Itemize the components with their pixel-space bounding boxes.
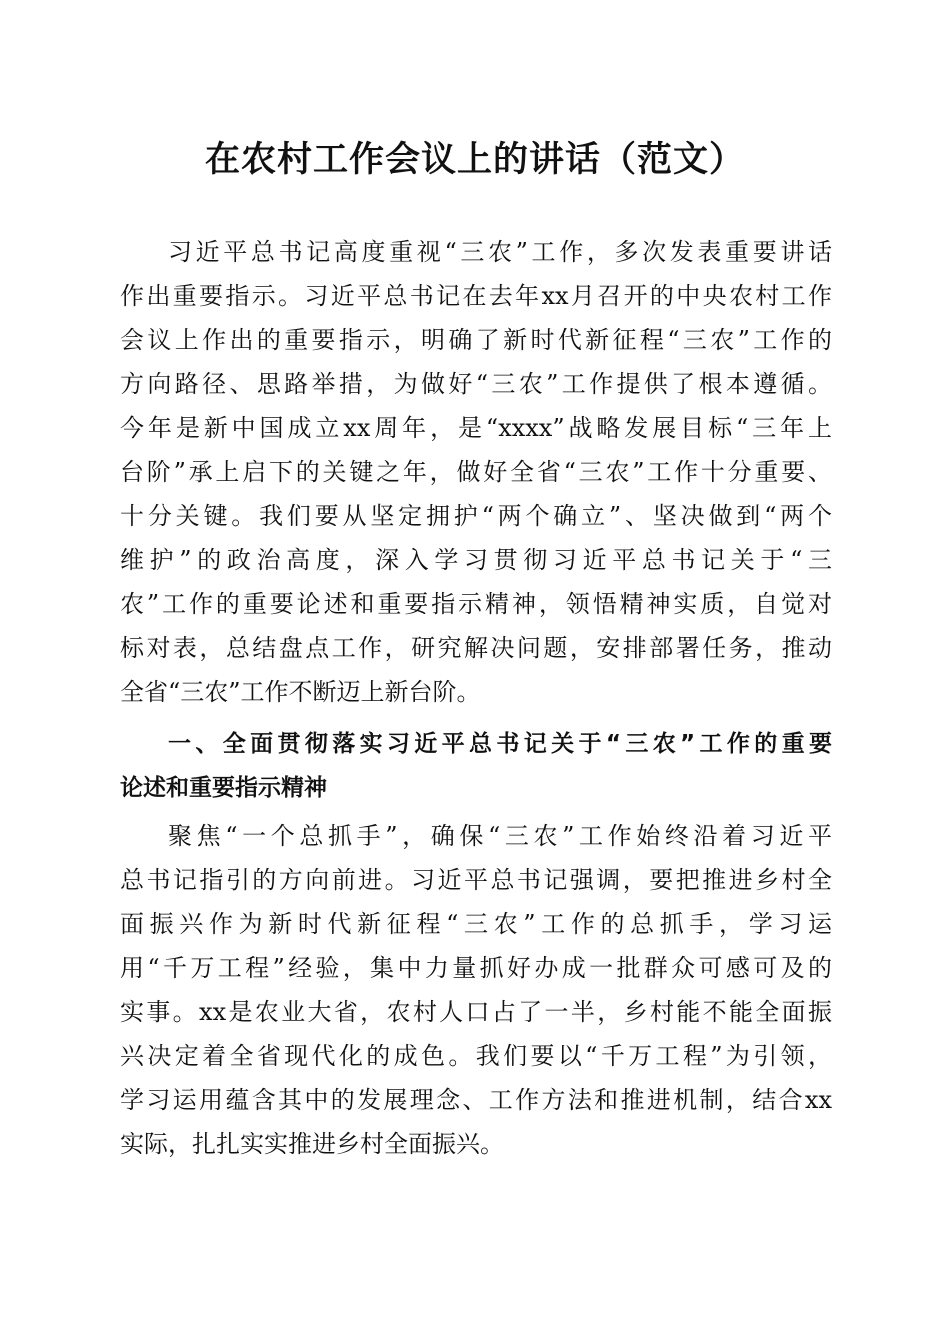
paragraph-1-line-2: 作出重要指示。习近平总书记在去年xx月召开的中央农村工作 — [120, 282, 832, 310]
paragraph-1-line-5: 今年是新中国成立xx周年，是“xxxx”战略发展目标“三年上 — [120, 414, 832, 442]
paragraph-1-line-10: 标对表，总结盘点工作，研究解决问题，安排部署任务，推动 — [120, 634, 832, 662]
section-heading-line-2: 论述和重要指示精神 — [120, 775, 327, 801]
paragraph-2-line-5: 实事。xx是农业大省，农村人口占了一半，乡村能不能全面振 — [120, 998, 832, 1026]
paragraph-2-line-2: 总书记指引的方向前进。习近平总书记强调，要把推进乡村全 — [120, 866, 832, 894]
paragraph-2-line-8: 实际，扎扎实实推进乡村全面振兴。 — [120, 1130, 504, 1158]
paragraph-2-line-1: 聚焦“一个总抓手”，确保“三农”工作始终沿着习近平 — [168, 822, 832, 850]
paragraph-1-line-11: 全省“三农”工作不断迈上新台阶。 — [120, 678, 481, 706]
paragraph-1-line-3: 会议上作出的重要指示，明确了新时代新征程“三农”工作的 — [120, 326, 832, 354]
paragraph-1-line-4: 方向路径、思路举措，为做好“三农”工作提供了根本遵循。 — [120, 370, 832, 398]
paragraph-2-line-6: 兴决定着全省现代化的成色。我们要以“千万工程”为引领， — [120, 1042, 832, 1070]
paragraph-2-line-4: 用“千万工程”经验，集中力量抓好办成一批群众可感可及的 — [120, 954, 832, 982]
paragraph-2-line-3: 面振兴作为新时代新征程“三农”工作的总抓手，学习运 — [120, 910, 832, 938]
section-heading-line-1: 一、全面贯彻落实习近平总书记关于“三农”工作的重要 — [168, 731, 832, 757]
document-title: 在农村工作会议上的讲话（范文） — [204, 139, 745, 180]
paragraph-1-line-1: 习近平总书记高度重视“三农”工作，多次发表重要讲话 — [168, 238, 832, 266]
paragraph-1-line-8: 维护”的政治高度，深入学习贯彻习近平总书记关于“三 — [120, 546, 832, 574]
paragraph-2-line-7: 学习运用蕴含其中的发展理念、工作方法和推进机制，结合xx — [120, 1086, 832, 1114]
paragraph-1-line-9: 农”工作的重要论述和重要指示精神，领悟精神实质，自觉对 — [120, 590, 832, 618]
paragraph-1-line-7: 十分关键。我们要从坚定拥护“两个确立”、坚决做到“两个 — [120, 502, 832, 530]
paragraph-1-line-6: 台阶”承上启下的关键之年，做好全省“三农”工作十分重要、 — [120, 458, 832, 486]
